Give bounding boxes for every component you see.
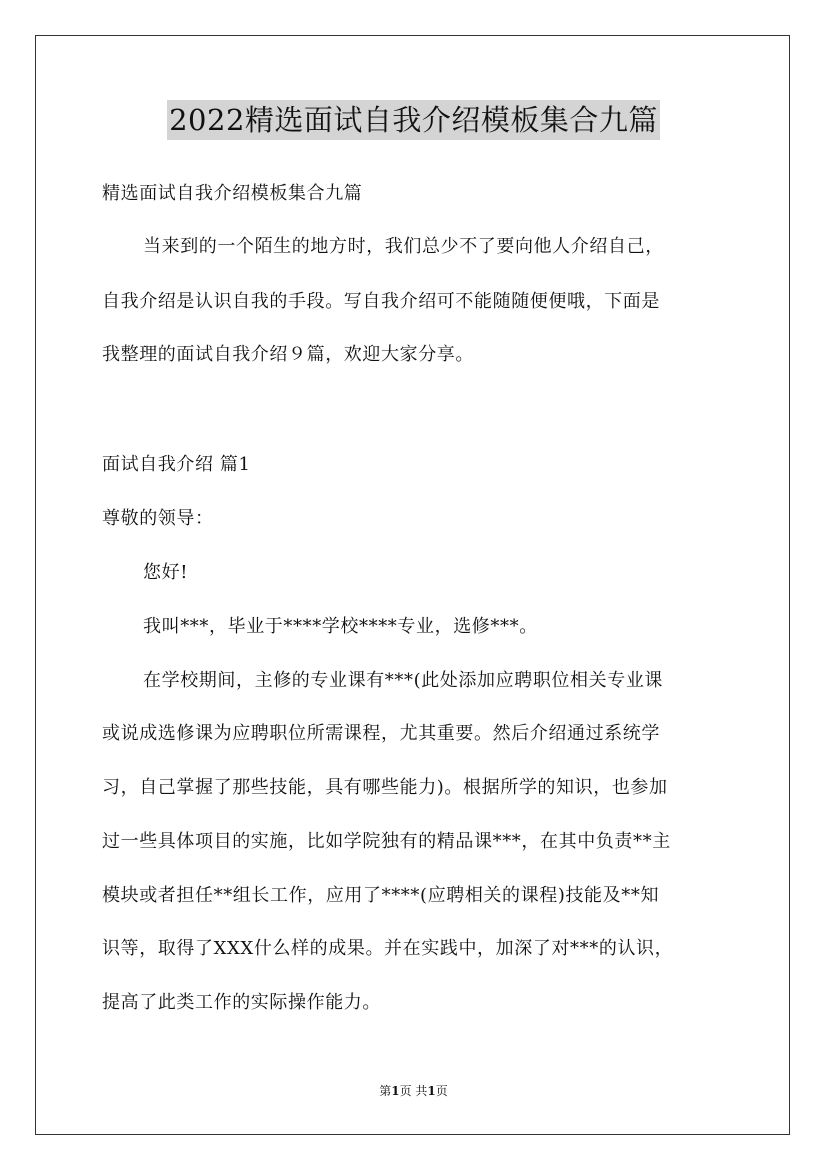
title-container [0, 100, 827, 140]
salutation: 尊敬的领导： [102, 508, 214, 529]
body-line-7: 提高了此类工作的实际操作能力。 [102, 992, 381, 1013]
body-line-2: 或说成选修课为应聘职位所需课程，尤其重要。然后介绍通过系统学 [102, 723, 660, 744]
document-subtitle: 精选面试自我介绍模板集合九篇 [102, 183, 363, 204]
footer-suffix: 页 [435, 1084, 448, 1098]
intro-line-2: 自我介绍是认识自我的手段。写自我介绍可不能随随便便哦，下面是 [102, 291, 660, 312]
self-introduction-line: 我叫***，毕业于****学校****专业，选修***。 [143, 616, 538, 637]
page-footer [0, 1083, 827, 1099]
footer-page-number: 1 [391, 1084, 400, 1098]
footer-middle: 页 共 [399, 1084, 428, 1098]
body-line-6: 识等，取得了XXX什么样的成果。并在实践中，加深了对***的认识， [102, 938, 674, 959]
body-line-3: 习，自己掌握了那些技能，具有哪些能力)。根据所学的知识，也参加 [102, 777, 668, 798]
footer-prefix: 第 [379, 1084, 392, 1098]
document-title: 2022精选面试自我介绍模板集合九篇 [167, 100, 660, 140]
body-line-5: 模块或者担任**组长工作，应用了****(应聘相关的课程)技能及**知 [102, 885, 660, 906]
intro-line-1: 当来到的一个陌生的地方时，我们总少不了要向他人介绍自己， [143, 236, 664, 257]
greeting: 您好! [143, 562, 189, 583]
section-heading: 面试自我介绍 篇1 [102, 454, 251, 475]
body-line-1: 在学校期间，主修的专业课有***(此处添加应聘职位相关专业课 [143, 670, 664, 691]
body-line-4: 过一些具体项目的实施，比如学院独有的精品课***，在其中负责**主 [102, 831, 671, 852]
intro-line-3: 我整理的面试自我介绍９篇，欢迎大家分享。 [102, 344, 474, 365]
footer-total-pages: 1 [427, 1084, 436, 1098]
